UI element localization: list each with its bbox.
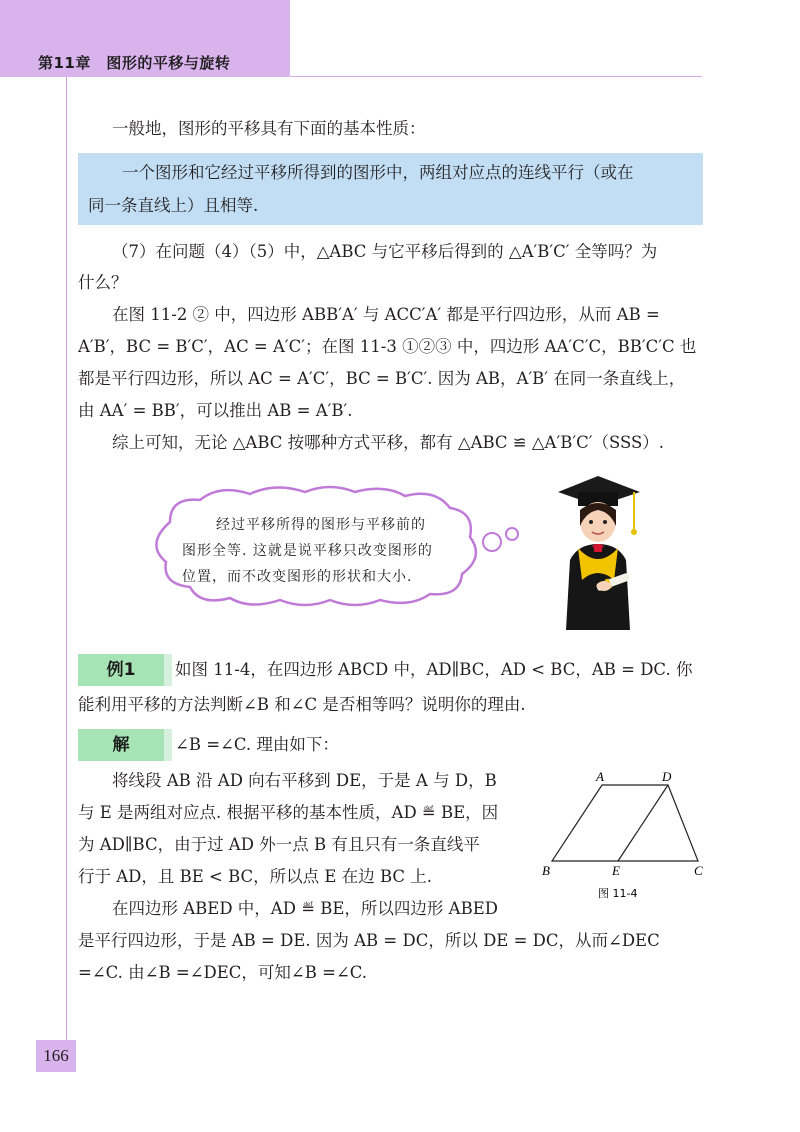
chapter-title: 第11章 图形的平移与旋转 [38, 54, 231, 72]
label-A: A [596, 769, 604, 784]
header-rule [290, 76, 702, 77]
para1-line-1: 在图 11-2 ② 中，四边形 ABB′A′ 与 ACC′A′ 都是平行四边形，从而 AB = [112, 305, 660, 324]
label-D: D [662, 769, 672, 784]
figure-11-4 [530, 765, 720, 910]
solution-line-4: 行于 AD，且 BE < BC，所以点 E 在边 BC 上. [78, 867, 433, 886]
student-graphic [548, 470, 648, 630]
cloud-line-3: 位置，而不改变图形的形状和大小. [182, 569, 413, 585]
thought-cloud [140, 482, 530, 612]
para1-line-4: 由 AA′ = BB′，可以推出 AB = A′B′. [78, 401, 353, 420]
solution-line-1: 将线段 AB 沿 AD 向右平移到 DE，于是 A 与 D，B [112, 771, 497, 790]
page-number: 166 [36, 1040, 76, 1072]
para1-line-3: 都是平行四边形，所以 AC = A′C′，BC = B′C′. 因为 AB，A′B′ 在同一条直线上， [78, 369, 686, 388]
property-line-2: 同一条直线上）且相等. [88, 196, 259, 215]
example-label: 例1 [78, 654, 164, 686]
solution-line-3: 为 AD∥BC，由于过 AD 外一点 B 有且只有一条直线平 [78, 835, 480, 854]
segment-DE [618, 785, 668, 861]
solution-line-6: 是平行四边形，于是 AB = DE. 因为 AB = DC，所以 DE = DC，从而∠DEC [78, 931, 660, 950]
example-line-1: 如图 11-4，在四边形 ABCD 中，AD∥BC，AD < BC，AB = DC. 你 [175, 660, 693, 679]
graduate-student-illustration [548, 470, 648, 634]
property-line-1: 一个图形和它经过平移所得到的图形中，两组对应点的连线平行（或在 [122, 163, 634, 182]
label-E: E [612, 863, 620, 878]
solution-line-7: =∠C. 由∠B =∠DEC，可知∠B =∠C. [78, 963, 368, 982]
question-7-line-2: 什么？ [78, 273, 128, 292]
conclusion-text: 综上可知，无论 △ABC 按哪种方式平移，都有 △ABC ≌ △A′B′C′（SSS）. [112, 433, 665, 452]
left-margin-rule [66, 77, 67, 1057]
para1-line-2: A′B′，BC = B′C′，AC = A′C′；在图 11-3 ①②③ 中，四边形 AA′C′C，BB′C′C 也 [78, 337, 697, 356]
cloud-line-2: 图形全等. 这就是说平移只改变图形的 [182, 543, 433, 559]
solution-line-5: 在四边形 ABED 中，AD ≝ BE，所以四边形 ABED [112, 899, 498, 918]
label-C: C [694, 863, 703, 878]
solution-label: 解 [78, 729, 164, 761]
property-box [78, 153, 703, 225]
solution-line-2: 与 E 是两组对应点. 根据平移的基本性质，AD ≝ BE，因 [78, 803, 499, 822]
cloud-line-1: 经过平移所得的图形与平移前的 [216, 517, 426, 533]
intro-text: 一般地，图形的平移具有下面的基本性质： [112, 119, 426, 138]
figure-caption: 图 11-4 [598, 887, 638, 900]
label-B: B [542, 863, 550, 878]
example-line-2: 能利用平移的方法判断∠B 和∠C 是否相等吗？说明你的理由. [78, 695, 526, 714]
solution-line-0: ∠B =∠C. 理由如下： [175, 735, 339, 754]
question-7-line-1: （7）在问题（4）（5）中，△ABC 与它平移后得到的 △A′B′C′ 全等吗？为 [112, 242, 658, 261]
trapezoid-diagram [530, 765, 720, 910]
